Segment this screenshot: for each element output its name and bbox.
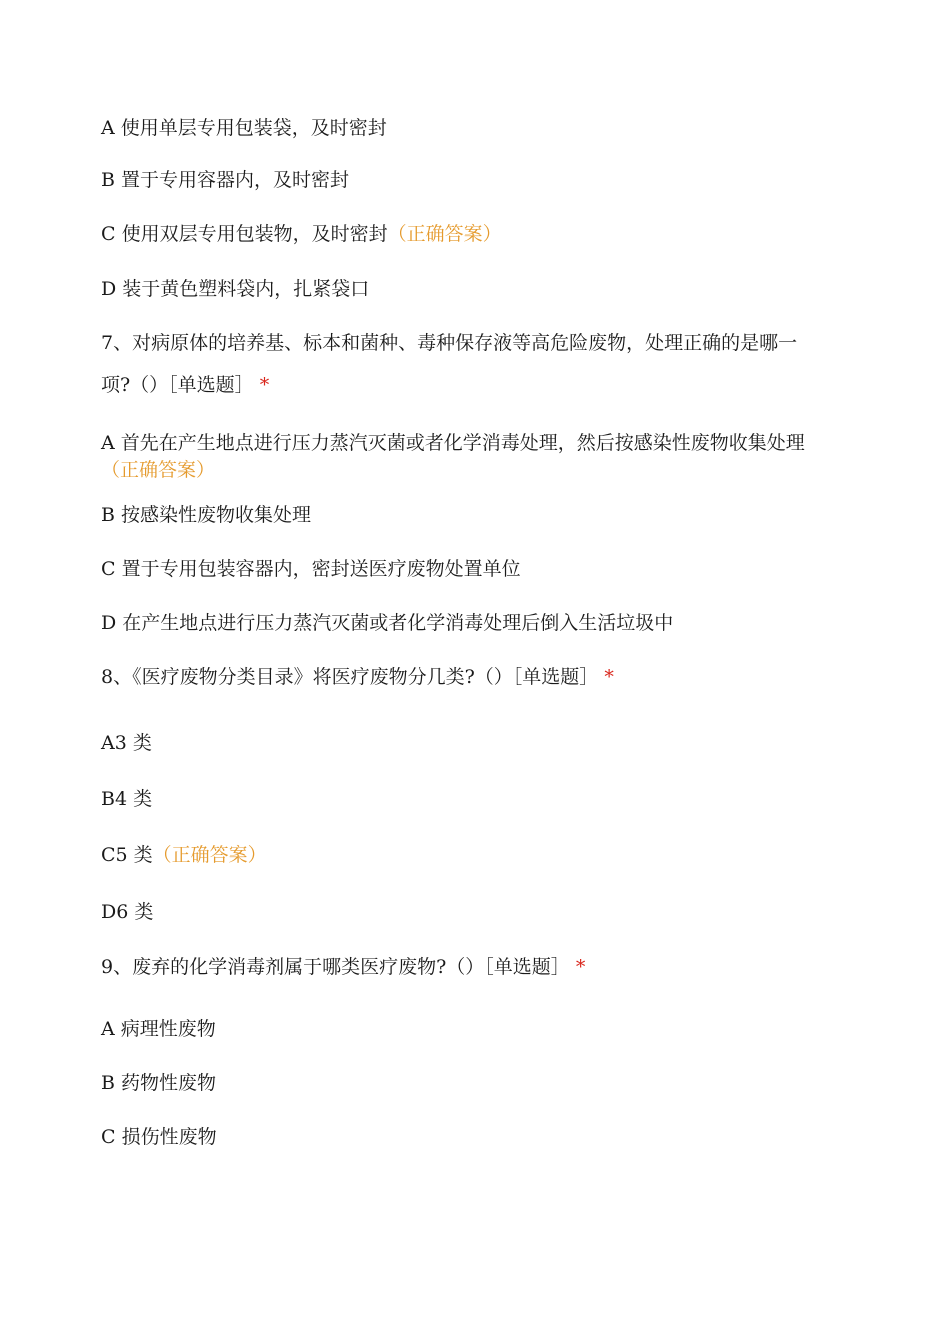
correct-answer-tag: （正确答案） bbox=[387, 223, 502, 245]
required-mark: * bbox=[259, 374, 270, 396]
q7-option-c-text: C 置于专用包装容器内，密封送医疗废物处置单位 bbox=[101, 558, 521, 580]
q8-option-a-text: A3 类 bbox=[101, 732, 152, 754]
q6-option-d[interactable] bbox=[101, 276, 369, 303]
q9-option-c[interactable] bbox=[101, 1124, 217, 1151]
q7-option-d-text: D 在产生地点进行压力蒸汽灭菌或者化学消毒处理后倒入生活垃圾中 bbox=[101, 612, 674, 634]
q9-option-c-text: C 损伤性废物 bbox=[101, 1126, 217, 1148]
q9-option-b[interactable] bbox=[101, 1070, 216, 1097]
required-mark: * bbox=[604, 666, 614, 688]
q8-question bbox=[101, 664, 614, 691]
q6-option-c[interactable] bbox=[101, 221, 502, 248]
correct-answer-tag: （正确答案） bbox=[152, 844, 267, 866]
q7-question-line1 bbox=[101, 330, 797, 357]
q9-question bbox=[101, 954, 585, 981]
q8-option-c[interactable] bbox=[101, 842, 267, 869]
q7-option-b-text: B 按感染性废物收集处理 bbox=[101, 504, 312, 526]
q8-option-b[interactable] bbox=[101, 786, 152, 813]
q7-question-text-2: 项?（）［单选题］ bbox=[101, 374, 254, 396]
q8-question-text: 8、《医疗废物分类目录》将医疗废物分几类?（）［单选题］ bbox=[101, 666, 599, 688]
q7-option-c[interactable] bbox=[101, 556, 521, 583]
q6-option-b[interactable] bbox=[101, 167, 349, 194]
q9-question-text: 9、废弃的化学消毒剂属于哪类医疗废物?（）［单选题］ bbox=[101, 956, 570, 978]
q6-option-d-text: D 装于黄色塑料袋内，扎紧袋口 bbox=[101, 278, 370, 300]
q7-option-b[interactable] bbox=[101, 502, 311, 529]
q8-option-d-text: D6 类 bbox=[101, 901, 154, 923]
q7-option-a-text: A 首先在产生地点进行压力蒸汽灭菌或者化学消毒处理，然后按感染性废物收集处理 bbox=[101, 432, 805, 454]
q7-question-line2 bbox=[101, 372, 269, 399]
q9-option-a[interactable] bbox=[101, 1016, 216, 1043]
q8-option-c-text: C5 类 bbox=[101, 844, 153, 866]
q9-option-a-text: A 病理性废物 bbox=[101, 1018, 216, 1040]
q6-option-a[interactable] bbox=[101, 115, 387, 142]
q7-option-d[interactable] bbox=[101, 610, 673, 637]
q6-option-a-text: A 使用单层专用包装袋，及时密封 bbox=[101, 117, 387, 139]
q8-option-d[interactable] bbox=[101, 899, 153, 926]
q8-option-b-text: B4 类 bbox=[101, 788, 153, 810]
q8-option-a[interactable] bbox=[101, 730, 152, 757]
q6-option-b-text: B 置于专用容器内，及时密封 bbox=[101, 169, 350, 191]
q9-option-b-text: B 药物性废物 bbox=[101, 1072, 217, 1094]
q7-option-a[interactable] bbox=[101, 430, 841, 484]
required-mark: * bbox=[575, 956, 586, 978]
q7-question-text-1: 7、对病原体的培养基、标本和菌种、毒种保存液等高危险废物，处理正确的是哪一 bbox=[101, 332, 798, 354]
correct-answer-tag: （正确答案） bbox=[101, 459, 216, 481]
q6-option-c-text: C 使用双层专用包装物，及时密封 bbox=[101, 223, 388, 245]
